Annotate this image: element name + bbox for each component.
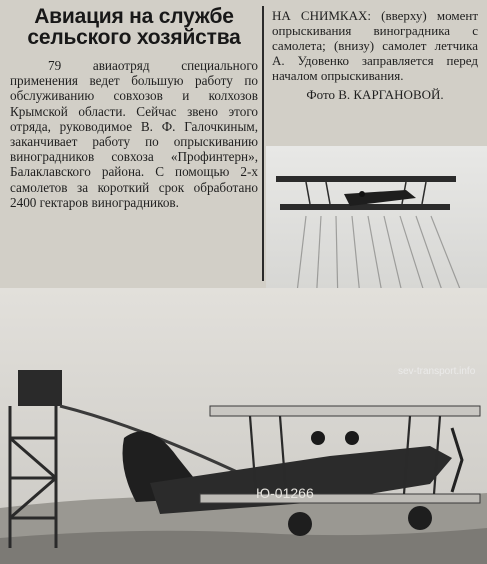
column-divider <box>262 6 264 281</box>
watermark: sev-transport.info <box>398 366 476 377</box>
photo-caption <box>272 8 478 102</box>
article-headline: Авиация на службе сельского хозяйства <box>27 5 241 49</box>
article-column <box>10 0 258 210</box>
article-body: 79 авиаотряд специального применения ведет большую работу по обслуживанию совхозов и колхозов Крымской области. Сейчас звено этого отряда, руководимое В. Ф. Галочкиным, заканчивает работу по опрыскиванию виноградников совхоза «Профинтерн», Балаклавского района. С помощью 2-х самолетов за короткий срок обработано 2400 гектаров виноградников. <box>10 58 258 210</box>
photo-refueling-biplane <box>0 288 487 564</box>
photo-credit: Фото В. КАРГАНОВОЙ. <box>306 87 444 102</box>
caption-text: НА СНИМКАХ: (вверху) момент опрыскивания виноградника с самолета; (внизу) самолет летчика А. Удовенко заправляется перед началом опрыскивания. <box>272 8 478 83</box>
aircraft-registration: Ю-01266 <box>256 485 314 501</box>
